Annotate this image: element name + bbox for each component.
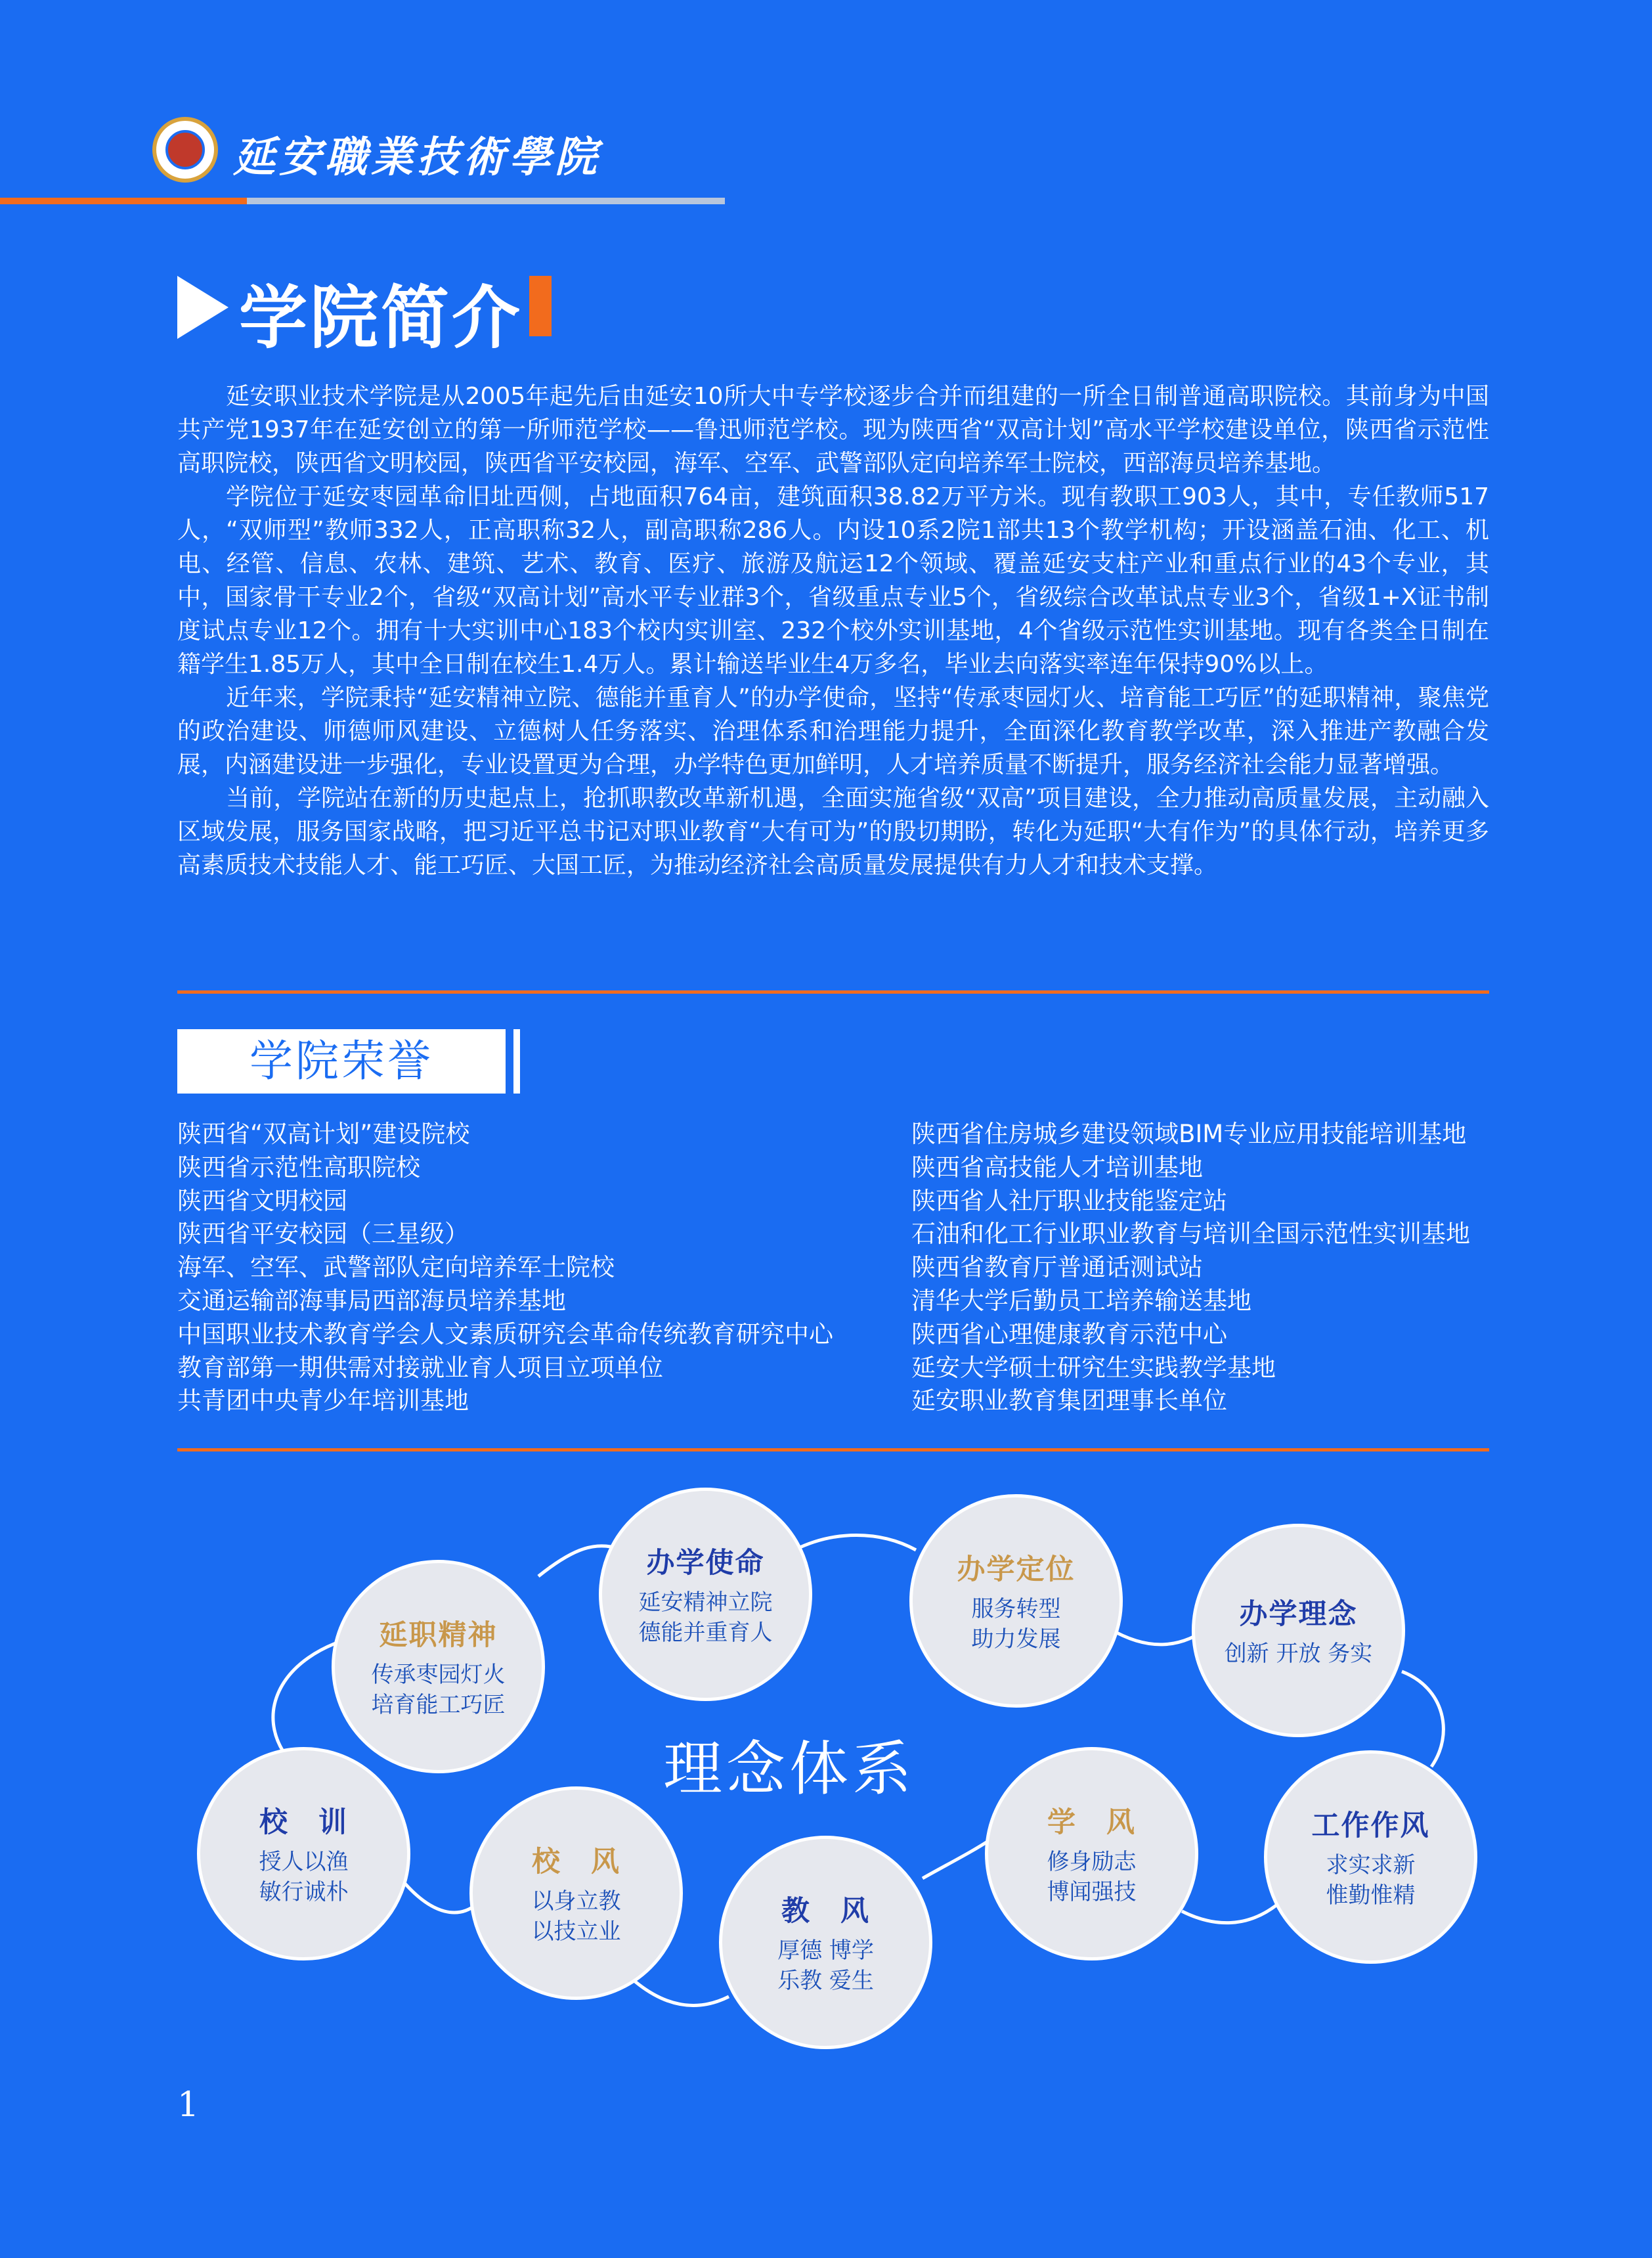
intro-paragraph: 当前，学院站在新的历史起点上，抢抓职教改革新机遇，全面实施省级“双高”项目建设，全力推动高质量发展，主动融入区域发展，服务国家战略，把习近平总书记对职业教育“大有可为”的殷切期盼，转化为延职“大有作为”的具体行动，培养更多高素质技术技能人才、能工巧匠、大国工匠，为推动经济社会高质量发展提供有力人才和技术支撑。 — [177, 785, 1489, 879]
honor-item: 陕西省示范性高职院校 — [177, 1153, 420, 1182]
concept-line: 敏行诚朴 — [259, 1879, 349, 1905]
concept-circle — [1192, 1524, 1405, 1737]
concept-line: 延安精神立院 — [638, 1589, 773, 1616]
concept-line: 助力发展 — [971, 1626, 1061, 1652]
concept-circle — [332, 1560, 545, 1773]
concept-line: 求实求新 — [1326, 1852, 1416, 1878]
concept-line: 创新 开放 务实 — [1224, 1641, 1373, 1667]
honor-item: 陕西省平安校园（三星级） — [177, 1220, 469, 1249]
concept-line: 授人以渔 — [259, 1849, 349, 1875]
concept-line: 培育能工巧匠 — [371, 1692, 506, 1718]
concept-line: 惟勤惟精 — [1326, 1882, 1416, 1909]
concept-circle — [1264, 1750, 1477, 1964]
concept-circle — [985, 1747, 1198, 1960]
intro-paragraph: 延安职业技术学院是从2005年起先后由延安10所大中专学校逐步合并而组建的一所全日制普通高职院校。其前身为中国共产党1937年在延安创立的第一所师范学校——鲁迅师范学校。现为陕西省“双高计划”高水平学校建设单位，陕西省示范性高职院校，陕西省文明校园，陕西省平安校园，海军、空军、武警部队定向培养军士院校，西部海员培养基地。 — [177, 383, 1489, 477]
honor-item: 陕西省心理健康教育示范中心 — [911, 1319, 1227, 1348]
concept-line: 修身励志 — [1047, 1849, 1137, 1875]
concept-circle — [599, 1488, 812, 1701]
concept-title: 办学理念 — [1239, 1598, 1358, 1631]
concept-title: 延职精神 — [379, 1619, 498, 1652]
honor-item: 中国职业技术教育学会人文素质研究会革命传统教育研究中心 — [177, 1319, 833, 1348]
intro-title: 学院简介 — [239, 278, 523, 358]
concept-circle — [197, 1747, 410, 1960]
honor-item: 教育部第一期供需对接就业育人项目立项单位 — [177, 1353, 663, 1382]
concept-title: 学 风 — [1047, 1806, 1136, 1839]
concept-line: 以技立业 — [531, 1918, 621, 1945]
concept-line: 厚德 博学 — [777, 1937, 874, 1964]
concept-title: 校 风 — [532, 1846, 620, 1878]
honor-item: 延安职业教育集团理事长单位 — [911, 1386, 1227, 1415]
honors-title: 学院荣誉 — [250, 1036, 433, 1086]
concept-line: 传承枣园灯火 — [371, 1662, 506, 1688]
concept-circle — [909, 1494, 1123, 1708]
honor-item: 交通运输部海事局西部海员培养基地 — [177, 1286, 566, 1315]
intro-paragraph: 近年来，学院秉持“延安精神立院、德能并重育人”的办学使命，坚持“传承枣园灯火、培育能工巧匠”的延职精神，聚焦党的政治建设、师德师风建设、立德树人任务落实、治理体系和治理能力提升，全面深化教育教学改革，深入推进产教融合发展，内涵建设进一步强化，专业设置更为合理，办学特色更加鲜明，人才培养质量不断提升，服务经济社会能力显著增强。 — [177, 684, 1489, 778]
concept-title: 校 训 — [259, 1806, 348, 1839]
concept-title: 教 风 — [781, 1895, 870, 1928]
concept-line: 德能并重育人 — [638, 1620, 773, 1646]
school-name: 延安職業技術學院 — [233, 133, 601, 182]
honor-item: 清华大学后勤员工培养输送基地 — [911, 1286, 1251, 1315]
honor-item: 陕西省“双高计划”建设院校 — [177, 1120, 470, 1148]
honor-item: 石油和化工行业职业教育与培训全国示范性实训基地 — [911, 1220, 1470, 1249]
concept-title: 办学定位 — [957, 1553, 1076, 1586]
honor-item: 陕西省高技能人才培训基地 — [911, 1153, 1203, 1182]
honor-item: 共青团中央青少年培训基地 — [177, 1386, 469, 1415]
intro-paragraph: 学院位于延安枣园革命旧址西侧，占地面积764亩，建筑面积38.82万平方米。现有教职工903人，其中，专任教师517人，“双师型”教师332人，正高职称32人，副高职称286人。内设10系2院1部共13个教学机构；开设涵盖石油、化工、机电、经管、信息、农林、建筑、艺术、教育、医疗、旅游及航运12个领域、覆盖延安支柱产业和重点行业的43个专业，其中，国家骨干专业2个，省级“双高计划”高水平专业群3个，省级重点专业5个，省级综合改革试点专业3个，省级1+X证书制度试点专业12个。拥有十大实训中心183个校内实训室、232个校外实训基地，4个省级示范性实训基地。现有各类全日制在籍学生1.85万人，其中全日制在校生1.4万人。累计输送毕业生4万多名，毕业去向落实率连年保持90%以上。 — [177, 483, 1489, 678]
honor-item: 海军、空军、武警部队定向培养军士院校 — [177, 1253, 615, 1282]
concept-line: 博闻强技 — [1047, 1879, 1137, 1905]
concept-center-title: 理念体系 — [663, 1735, 915, 1804]
honor-item: 延安大学硕士研究生实践教学基地 — [911, 1353, 1276, 1382]
concept-line: 以身立教 — [531, 1888, 621, 1915]
concept-circle — [469, 1786, 683, 2000]
honor-item: 陕西省文明校园 — [177, 1186, 347, 1215]
concept-circle — [719, 1836, 932, 2049]
concept-line: 乐教 爱生 — [777, 1968, 874, 1994]
concept-title: 工作作风 — [1311, 1809, 1430, 1842]
concept-title: 办学使命 — [646, 1547, 765, 1580]
honor-item: 陕西省住房城乡建设领域BIM专业应用技能培训基地 — [911, 1120, 1467, 1148]
page-number: 1 — [177, 2085, 200, 2125]
honor-item: 陕西省人社厅职业技能鉴定站 — [911, 1186, 1227, 1215]
concept-line: 服务转型 — [971, 1596, 1061, 1622]
honor-item: 陕西省教育厅普通话测试站 — [911, 1253, 1203, 1282]
